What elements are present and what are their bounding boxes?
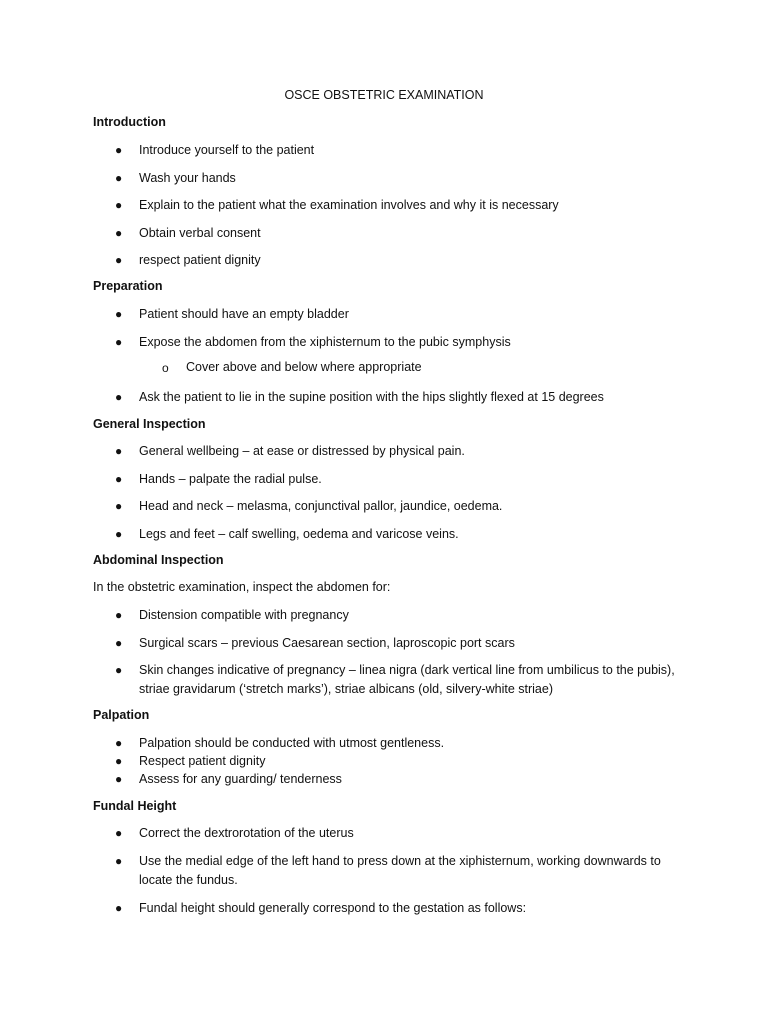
bullet-icon: ● bbox=[115, 826, 123, 840]
bullet-icon: ● bbox=[115, 636, 123, 650]
paragraph: In the obstetric examination, inspect the abdomen for: bbox=[93, 580, 391, 594]
bullet-icon: ● bbox=[115, 736, 123, 750]
heading-introduction: Introduction bbox=[93, 115, 166, 129]
list-item: Ask the patient to lie in the supine position with the hips slightly flexed at 15 degrees bbox=[139, 390, 604, 404]
bullet-icon: ● bbox=[115, 444, 123, 458]
list-item: Patient should have an empty bladder bbox=[139, 307, 349, 321]
heading-preparation: Preparation bbox=[93, 279, 163, 293]
sub-list-item: Cover above and below where appropriate bbox=[186, 360, 422, 374]
list-item: Skin changes indicative of pregnancy – linea nigra (dark vertical line from umbilicus to the pubis), striae gravidarum (‘stretch marks’), striae albicans (old, silvery-white striae) bbox=[139, 663, 675, 696]
bullet-icon: ● bbox=[115, 307, 123, 321]
bullet-icon: ● bbox=[115, 754, 123, 768]
bullet-icon: ● bbox=[115, 608, 123, 622]
list-item: Assess for any guarding/ tenderness bbox=[139, 772, 342, 786]
bullet-icon: ● bbox=[115, 772, 123, 786]
list-item: Use the medial edge of the left hand to press down at the xiphisternum, working downwards to locate the fundus. bbox=[139, 854, 661, 887]
heading-palpation: Palpation bbox=[93, 708, 150, 722]
bullet-icon: ● bbox=[115, 472, 123, 486]
bullet-icon: ● bbox=[115, 499, 123, 513]
bullet-icon: ● bbox=[115, 663, 123, 677]
list-item: Introduce yourself to the patient bbox=[139, 143, 315, 157]
heading-fundal-height: Fundal Height bbox=[93, 799, 177, 813]
heading-general-inspection: General Inspection bbox=[93, 417, 206, 431]
list-item: Hands – palpate the radial pulse. bbox=[139, 472, 322, 486]
list-item: respect patient dignity bbox=[139, 253, 261, 267]
list-item: Legs and feet – calf swelling, oedema and varicose veins. bbox=[139, 527, 459, 541]
list-item: Obtain verbal consent bbox=[139, 226, 261, 240]
list-item: Explain to the patient what the examination involves and why it is necessary bbox=[139, 198, 559, 212]
list-item: Palpation should be conducted with utmost gentleness. bbox=[139, 736, 445, 750]
list-item: Expose the abdomen from the xiphisternum to the pubic symphysis bbox=[139, 335, 511, 349]
bullet-icon: ● bbox=[115, 143, 123, 157]
list-item: Distension compatible with pregnancy bbox=[139, 608, 349, 622]
list-item: Wash your hands bbox=[139, 171, 236, 185]
bullet-icon: ● bbox=[115, 390, 123, 404]
list-item: General wellbeing – at ease or distressed by physical pain. bbox=[139, 444, 465, 458]
heading-abdominal-inspection: Abdominal Inspection bbox=[93, 553, 224, 567]
list-item: Respect patient dignity bbox=[139, 754, 266, 768]
circle-bullet-icon: o bbox=[162, 361, 169, 375]
bullet-icon: ● bbox=[115, 253, 123, 267]
bullet-icon: ● bbox=[115, 198, 123, 212]
bullet-icon: ● bbox=[115, 527, 123, 541]
bullet-icon: ● bbox=[115, 854, 123, 868]
document-title: OSCE OBSTETRIC EXAMINATION bbox=[284, 88, 484, 102]
list-item: Head and neck – melasma, conjunctival pallor, jaundice, oedema. bbox=[139, 499, 503, 513]
bullet-icon: ● bbox=[115, 171, 123, 185]
bullet-icon: ● bbox=[115, 335, 123, 349]
list-item: Correct the dextrorotation of the uterus bbox=[139, 826, 354, 840]
list-item: Fundal height should generally correspond to the gestation as follows: bbox=[139, 901, 527, 915]
bullet-icon: ● bbox=[115, 901, 123, 915]
list-item: Surgical scars – previous Caesarean section, laproscopic port scars bbox=[139, 636, 515, 650]
bullet-icon: ● bbox=[115, 226, 123, 240]
